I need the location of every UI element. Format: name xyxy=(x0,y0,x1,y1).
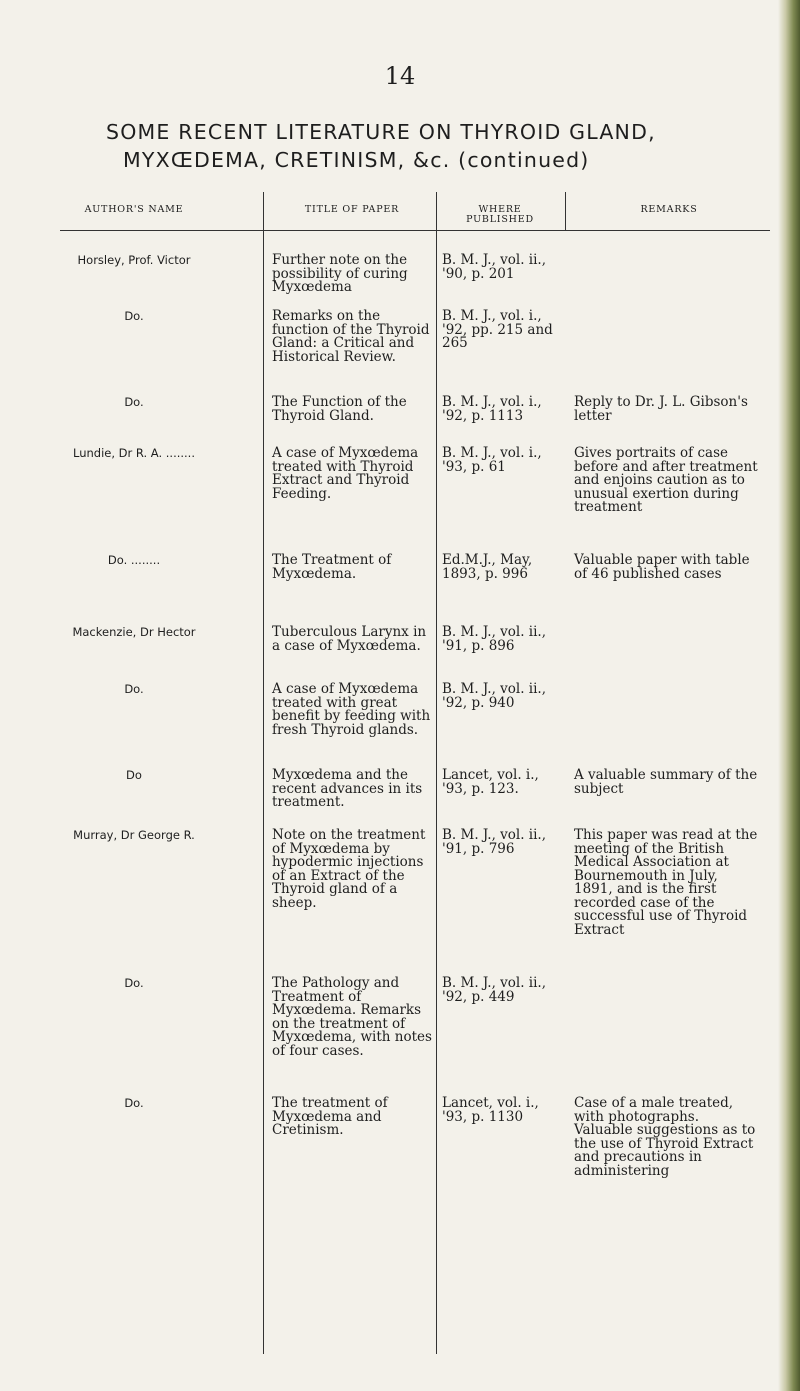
table-row-author: Do. xyxy=(124,682,144,696)
table-row-where: Lancet, vol. i., '93, p. 1130 xyxy=(442,1095,539,1125)
table-row-where: B. M. J., vol. ii., '90, p. 201 xyxy=(442,252,547,282)
table-row-author: Do. xyxy=(124,395,144,409)
page-edge-shading xyxy=(778,0,800,1391)
title-line-1: SOME RECENT LITERATURE ON THYROID GLAND, xyxy=(106,120,656,144)
table-row-where: B. M. J., vol. ii., '92, p. 449 xyxy=(442,975,547,1005)
column-divider-2 xyxy=(436,192,437,1354)
table-row-where: B. M. J., vol. i., '92, p. 1113 xyxy=(442,394,542,424)
table-row-title: Tuberculous Larynx in a case of Myxœdema. xyxy=(272,624,427,654)
table-row-where: Lancet, vol. i., '93, p. 123. xyxy=(442,767,539,797)
table-row-remarks: Case of a male treated, with photographs. Valuable suggestions as to the use of Thyroid Extract and precautions in administering xyxy=(574,1095,756,1179)
column-divider-3 xyxy=(565,192,566,230)
table-row-remarks: A valuable summary of the subject xyxy=(574,767,758,797)
table-row-title: Further note on the possibility of curing Myxœdema xyxy=(272,252,408,295)
title-line-2: MYXŒDEMA, CRETINISM, &c. (continued) xyxy=(123,148,590,172)
table-row-title: A case of Myxœdema treated with Thyroid Extract and Thyroid Feeding. xyxy=(272,445,419,502)
header-title: TITLE OF PAPER xyxy=(304,204,400,215)
page-number: 14 xyxy=(384,62,416,90)
table-row-author: Mackenzie, Dr Hector xyxy=(72,625,196,639)
header-remarks: REMARKS xyxy=(640,204,698,215)
table-row-author: Horsley, Prof. Victor xyxy=(77,253,191,267)
table-row-where: B. M. J., vol. ii., '92, p. 940 xyxy=(442,681,547,711)
table-row-author: Do. xyxy=(124,976,144,990)
table-row-title: Myxœdema and the recent advances in its treatment. xyxy=(272,767,423,810)
table-row-where: B. M. J., vol. ii., '91, p. 796 xyxy=(442,827,547,857)
table-row-title: The Function of the Thyroid Gland. xyxy=(272,394,407,424)
table-row-title: The treatment of Myxœdema and Cretinism. xyxy=(272,1095,388,1138)
table-row-remarks: Valuable paper with table of 46 published cases xyxy=(574,552,750,582)
table-row-where: B. M. J., vol. i., '93, p. 61 xyxy=(442,445,542,475)
header-rule xyxy=(60,230,770,231)
table-row-author: Lundie, Dr R. A. ........ xyxy=(72,446,195,460)
column-divider-1 xyxy=(263,192,264,1354)
header-where: WHERE PUBLISHED xyxy=(466,204,534,225)
table-row-author: Murray, Dr George R. xyxy=(73,828,195,842)
table-row-where: B. M. J., vol. ii., '91, p. 896 xyxy=(442,624,547,654)
table-row-remarks: Gives portraits of case before and after treatment and enjoins caution as to unusual exertion during treatment xyxy=(574,445,758,515)
page-title xyxy=(106,118,726,174)
table-row-author: Do xyxy=(126,768,142,782)
table-row-title: The Treatment of Myxœdema. xyxy=(272,552,392,582)
table-row-remarks: Reply to Dr. J. L. Gibson's letter xyxy=(574,394,748,424)
table-row-where: Ed.M.J., May, 1893, p. 996 xyxy=(442,552,533,582)
table-row-author: Do. xyxy=(124,309,144,323)
table-row-author: Do. ........ xyxy=(107,553,161,567)
table-row-title: Remarks on the function of the Thyroid Gland: a Critical and Historical Review. xyxy=(272,308,430,365)
table-row-title: Note on the treatment of Myxœdema by hypodermic injections of an Extract of the Thyroid gland of a sheep. xyxy=(272,827,426,911)
table-row-remarks: This paper was read at the meeting of the British Medical Association at Bournemouth in July, 1891, and is the first recorded case of the successful use of Thyroid Extract xyxy=(574,827,758,938)
table-row-title: The Pathology and Treatment of Myxœdema. Remarks on the treatment of Myxœdema, with notes of four cases. xyxy=(272,975,432,1059)
table-row-where: B. M. J., vol. i., '92, pp. 215 and 265 xyxy=(442,308,553,351)
table-row-author: Do. xyxy=(124,1096,144,1110)
header-author: AUTHOR'S NAME xyxy=(84,204,184,215)
table-row-title: A case of Myxœdema treated with great benefit by feeding with fresh Thyroid glands. xyxy=(272,681,431,738)
